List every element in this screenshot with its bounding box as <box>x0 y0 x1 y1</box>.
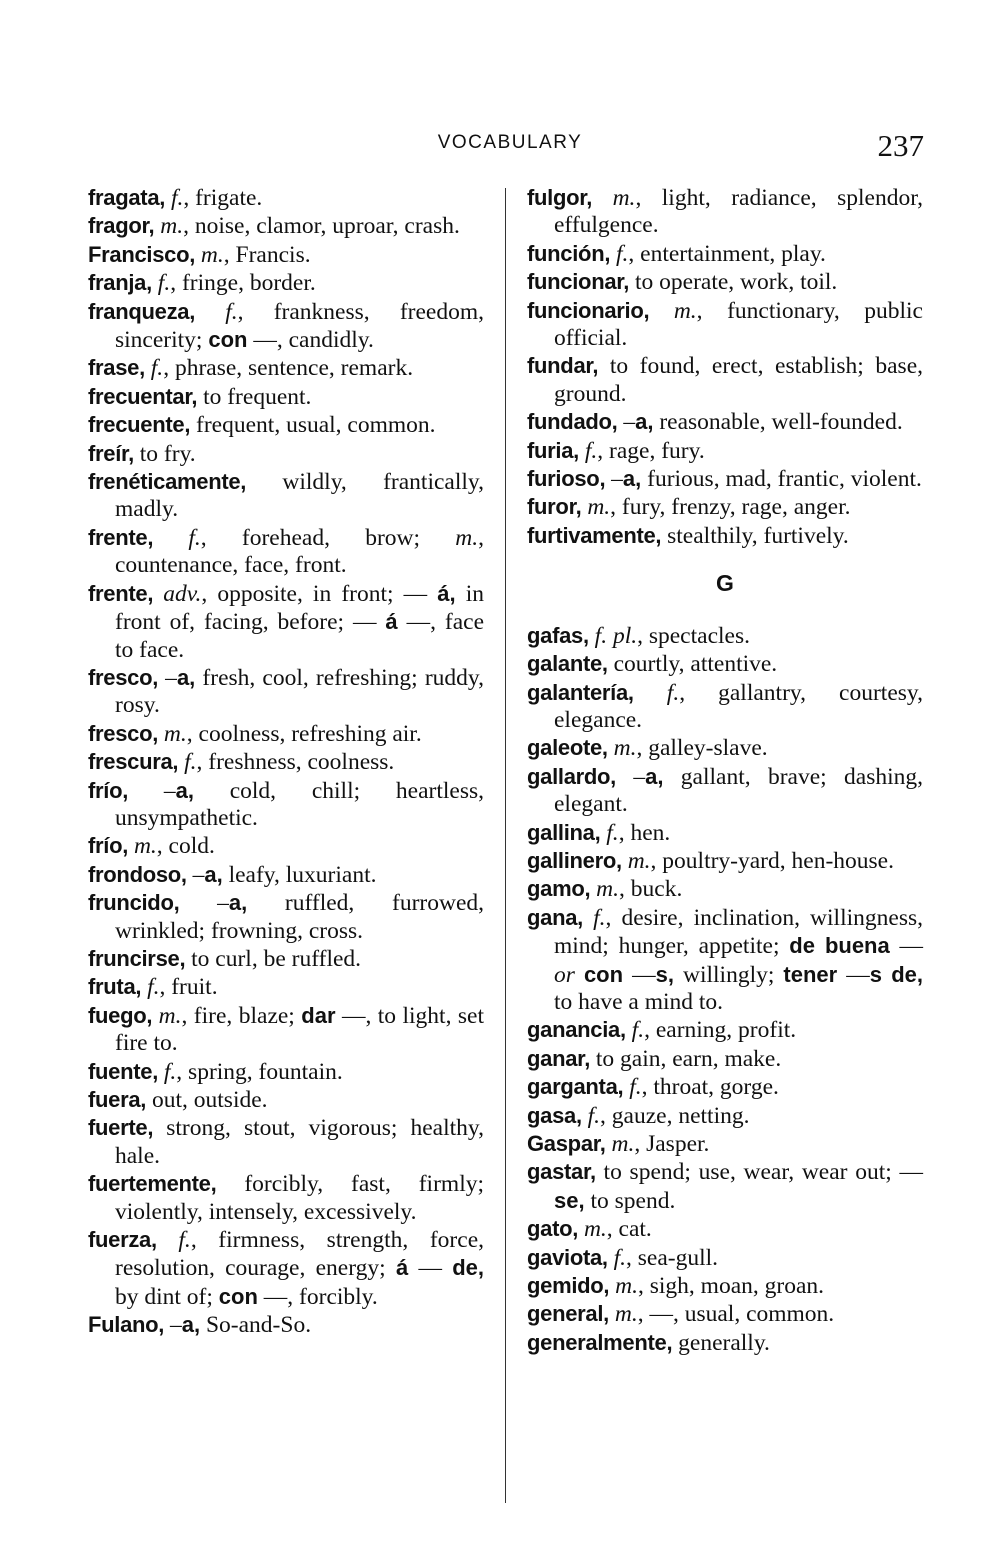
dictionary-entry <box>527 352 923 408</box>
left-column <box>88 184 484 1340</box>
dictionary-entry <box>527 1215 923 1243</box>
entry-definition: to gain, earn, make. <box>590 1045 782 1072</box>
entry-headword: fresco, <box>88 664 159 690</box>
dictionary-entry <box>527 847 923 875</box>
dictionary-entry <box>527 408 923 436</box>
running-head: VOCABULARY <box>437 132 583 153</box>
entry-headword: gastar, <box>527 1159 596 1185</box>
dictionary-entry <box>88 1058 484 1086</box>
entry-definition: , cat. <box>606 1216 652 1243</box>
entry-definition: , buck. <box>619 876 683 903</box>
entry-headword: frase, <box>88 355 145 381</box>
entry-grammar-label: f. <box>582 904 606 931</box>
entry-definition: , freshness, coolness. <box>196 749 395 776</box>
entry-grammar-label: f. pl. <box>588 622 638 649</box>
entry-definition: – <box>617 409 636 436</box>
entry-headword: furor, <box>527 494 582 520</box>
entry-definition: , frigate. <box>183 185 263 211</box>
entry-grammar-label: m. <box>158 720 187 747</box>
dictionary-entry <box>88 383 484 411</box>
entry-headword: fuente, <box>88 1058 159 1084</box>
entry-headword: furia, <box>527 437 579 463</box>
dictionary-entry <box>88 1226 484 1311</box>
dictionary-entry <box>88 212 484 240</box>
dictionary-entry <box>527 1272 923 1300</box>
entry-definition: gallant, brave; dashing, elegant. <box>554 763 923 818</box>
entry-grammar-label: m. <box>649 297 697 324</box>
dictionary-entry <box>527 1158 923 1215</box>
entry-grammar-label: f. <box>156 1227 191 1254</box>
entry-headword: gasa, <box>527 1102 582 1128</box>
entry-definition: , Jasper. <box>634 1131 710 1157</box>
entry-definition: fresh, cool, refreshing; ruddy, rosy. <box>115 664 484 719</box>
right-column <box>527 184 923 1357</box>
dictionary-entry <box>88 1114 484 1170</box>
entry-grammar-label: f. <box>165 185 184 211</box>
entry-definition: to curl, be ruffled. <box>185 945 362 972</box>
entry-headword: fuerte, <box>88 1115 154 1141</box>
dictionary-entry <box>88 269 484 297</box>
dictionary-entry <box>527 297 923 353</box>
entry-bold-phrase: con <box>208 327 248 353</box>
entry-definition: , light, radiance, splendor, effulgence. <box>554 185 923 239</box>
entry-definition: , noise, clamor, uproar, crash. <box>183 213 460 240</box>
entry-grammar-label: m. <box>605 1131 635 1157</box>
entry-headword: gallinero, <box>527 847 622 873</box>
entry-grammar-label: m. <box>592 185 636 211</box>
entry-definition: —, face to face. <box>115 609 485 663</box>
entry-definition: to frequent. <box>197 383 312 410</box>
dictionary-entry <box>88 298 484 355</box>
entry-bold-phrase: á <box>385 609 398 635</box>
entry-definition: – <box>158 664 177 691</box>
entry-definition: – <box>186 861 205 888</box>
dictionary-entry <box>527 1073 923 1101</box>
entry-grammar-label: f. <box>158 1058 177 1085</box>
entry-definition: , desire, inclination, willingness, mind; hunger, appetite; <box>554 904 923 960</box>
entry-definition: – <box>179 890 229 917</box>
dictionary-entry <box>527 1102 923 1130</box>
entry-headword: Fulano, <box>88 1312 165 1338</box>
entry-headword: frío, <box>88 777 129 803</box>
entry-definition: , entertainment, play. <box>628 240 826 267</box>
entry-headword: fundado, <box>527 409 618 435</box>
section-letter-heading: G <box>716 570 734 597</box>
entry-definition: , throat, gorge. <box>641 1074 779 1101</box>
entry-definition: in front of, facing, before; — <box>115 580 485 636</box>
entry-headword: frenéticamente, <box>88 469 247 495</box>
entry-definition: , spectacles. <box>637 622 750 649</box>
right-column-f-entries <box>527 184 923 550</box>
dictionary-entry <box>88 945 484 973</box>
entry-headword: fulgor, <box>527 185 593 210</box>
entry-headword: frío, <box>88 833 129 859</box>
dictionary-entry <box>88 524 484 580</box>
entry-definition: , fire, blaze; <box>181 1002 302 1029</box>
entry-bold-phrase: á, <box>437 580 456 606</box>
entry-grammar-label: f. <box>581 1102 601 1129</box>
entry-definition: —, candidly. <box>247 327 374 354</box>
dictionary-entry <box>527 493 923 521</box>
entry-grammar-label: m. <box>455 524 479 551</box>
entry-definition: cold, chill; heartless, unsympathetic. <box>115 777 484 831</box>
entry-definition: , sigh, moan, groan. <box>637 1273 824 1300</box>
dictionary-entry <box>88 748 484 776</box>
entry-bold-phrase: s, <box>655 961 674 987</box>
entry-definition: , hen. <box>618 819 671 846</box>
entry-definition: —, forcibly. <box>257 1283 378 1310</box>
entry-definition: furious, mad, frantic, violent. <box>641 466 922 493</box>
dictionary-entry <box>527 734 923 762</box>
dictionary-entry <box>527 650 923 678</box>
entry-headword: función, <box>527 240 611 266</box>
entry-definition: , opposite, in front; — <box>201 580 438 607</box>
entry-definition: frequent, usual, common. <box>190 412 436 439</box>
entry-grammar-label: m. <box>578 1216 607 1243</box>
dictionary-entry <box>88 1086 484 1114</box>
entry-definition: , rage, fury. <box>597 437 705 464</box>
entry-bold-phrase: con <box>218 1283 258 1309</box>
entry-headword: fragor, <box>88 213 155 239</box>
entry-grammar-label: m. <box>609 1273 638 1300</box>
dictionary-entry <box>88 241 484 269</box>
entry-definition: , earning, profit. <box>644 1017 797 1044</box>
dictionary-entry <box>527 522 923 550</box>
dictionary-entry <box>88 861 484 889</box>
entry-definition: reasonable, well-founded. <box>653 409 903 436</box>
dictionary-entry <box>527 184 923 240</box>
entry-grammar-label: f. <box>195 298 238 325</box>
entry-definition: to fry. <box>133 440 196 467</box>
entry-definition: leafy, luxuriant. <box>222 861 377 888</box>
entry-definition: , firmness, strength, force, resolution, courage, energy; <box>115 1227 484 1282</box>
entry-headword: frondoso, <box>88 861 187 887</box>
entry-headword: fruncido, <box>88 890 180 916</box>
entry-grammar-label: m. <box>607 735 637 762</box>
entry-grammar-label: or <box>554 961 575 988</box>
entry-headword: fundar, <box>527 353 599 379</box>
dictionary-entry <box>88 580 484 664</box>
dictionary-entry <box>88 832 484 860</box>
entry-grammar-label: m. <box>621 847 651 874</box>
entry-definition: , gauze, netting. <box>600 1102 750 1129</box>
entry-grammar-label: f. <box>607 1244 627 1271</box>
entry-definition: stealthily, furtively. <box>661 522 849 549</box>
column-divider <box>505 188 506 1503</box>
entry-definition: , frankness, freedom, sincerity; <box>115 298 484 354</box>
entry-headword: fuera, <box>88 1087 147 1112</box>
entry-bold-phrase: se, <box>554 1187 585 1213</box>
dictionary-entry <box>527 437 923 465</box>
entry-definition: , fringe, border. <box>170 270 316 297</box>
entry-headword: gana, <box>527 904 583 930</box>
entry-definition: by dint of; <box>115 1283 219 1310</box>
entry-definition: , functionary, public official. <box>554 297 923 352</box>
entry-bold-phrase: a, <box>181 1312 201 1338</box>
entry-bold-phrase: de, <box>452 1255 485 1281</box>
right-column-g-entries <box>527 622 923 1358</box>
dictionary-entry <box>527 1329 923 1357</box>
dictionary-entry <box>527 465 923 493</box>
dictionary-entry <box>88 411 484 439</box>
entry-grammar-label: f. <box>633 679 680 706</box>
entry-grammar-label: m. <box>128 833 157 860</box>
entry-definition: , galley-slave. <box>636 735 768 762</box>
entry-definition: willingly; <box>673 961 784 988</box>
entry-bold-phrase: a, <box>176 664 196 690</box>
entry-headword: frescura, <box>88 749 179 775</box>
dictionary-entry <box>527 1130 923 1158</box>
dictionary-entry <box>88 889 484 945</box>
entry-grammar-label: f. <box>623 1074 642 1101</box>
entry-definition: , phrase, sentence, remark. <box>163 355 414 382</box>
entry-bold-phrase: tener <box>783 961 838 987</box>
dictionary-entry <box>88 354 484 382</box>
dictionary-entry <box>527 679 923 735</box>
entry-headword: general, <box>527 1301 609 1327</box>
entry-headword: garganta, <box>527 1074 624 1100</box>
entry-grammar-label: f. <box>153 524 201 551</box>
entry-definition: courtly, attentive. <box>607 651 778 678</box>
entry-headword: galantería, <box>527 679 634 705</box>
entry-bold-phrase: a, <box>175 777 194 803</box>
dictionary-entry <box>88 1002 484 1058</box>
dictionary-entry <box>527 240 923 268</box>
dictionary-entry <box>88 973 484 1001</box>
entry-headword: ganar, <box>527 1045 591 1071</box>
dictionary-entry <box>527 1016 923 1044</box>
entry-bold-phrase: a, <box>204 861 223 887</box>
entry-definition: , countenance, face, front. <box>115 524 484 579</box>
entry-definition: , cold. <box>156 833 215 860</box>
dictionary-entry <box>527 622 923 650</box>
entry-definition: out, outside. <box>146 1087 268 1113</box>
entry-definition: to spend. <box>584 1187 676 1214</box>
dictionary-entry <box>88 184 484 212</box>
entry-headword: fuerza, <box>88 1227 157 1253</box>
dictionary-entry <box>527 1244 923 1272</box>
dictionary-entry <box>527 819 923 847</box>
entry-grammar-label: m. <box>608 1301 638 1328</box>
entry-grammar-label: adv. <box>153 580 202 607</box>
entry-definition: generally. <box>672 1329 770 1356</box>
entry-headword: gato, <box>527 1216 579 1242</box>
dictionary-entry <box>527 1045 923 1073</box>
entry-headword: funcionario, <box>527 297 650 323</box>
entry-definition: to have a mind to. <box>554 988 724 1015</box>
entry-bold-phrase: a, <box>228 890 248 916</box>
entry-headword: galante, <box>527 651 608 677</box>
entry-grammar-label: m. <box>152 1002 182 1029</box>
entry-headword: fruta, <box>88 974 142 1000</box>
entry-headword: freír, <box>88 440 134 466</box>
dictionary-entry <box>88 664 484 720</box>
entry-grammar-label: f. <box>144 355 164 382</box>
entry-grammar-label: f. <box>600 819 619 846</box>
entry-definition: – <box>616 763 646 790</box>
dictionary-entry <box>527 268 923 296</box>
entry-bold-phrase: con <box>583 961 624 987</box>
entry-headword: fragata, <box>88 185 166 210</box>
entry-definition: — <box>408 1255 453 1282</box>
dictionary-entry <box>527 875 923 903</box>
entry-headword: frente, <box>88 524 154 550</box>
entry-definition: So-and-So. <box>200 1312 312 1339</box>
dictionary-entry <box>527 904 923 1017</box>
entry-definition: — <box>837 961 870 988</box>
entry-headword: gaviota, <box>527 1244 608 1270</box>
entry-definition: forcibly, fast, firmly; violently, intensely, excessively. <box>115 1171 484 1225</box>
entry-grammar-label: f. <box>579 437 598 464</box>
entry-definition: wildly, frantically, madly. <box>115 469 484 523</box>
entry-definition: to spend; use, wear, wear out; — <box>595 1159 923 1186</box>
dictionary-entry <box>88 777 484 833</box>
entry-headword: funcionar, <box>527 269 630 295</box>
entry-definition: , Francis. <box>223 241 311 268</box>
entry-definition: , sea-gull. <box>626 1244 719 1271</box>
entry-headword: fuego, <box>88 1002 153 1028</box>
entry-definition: , forehead, brow; <box>200 524 456 551</box>
entry-headword: generalmente, <box>527 1329 673 1355</box>
entry-definition: – <box>128 777 176 804</box>
entry-grammar-label: f. <box>625 1017 645 1044</box>
dictionary-entry <box>88 1311 484 1339</box>
entry-bold-phrase: a, <box>645 763 664 789</box>
entry-definition: to operate, work, toil. <box>629 269 838 296</box>
entry-bold-phrase: a, <box>635 409 654 435</box>
entry-grammar-label: m. <box>195 241 224 268</box>
entry-headword: gemido, <box>527 1273 610 1299</box>
entry-bold-phrase: á <box>395 1255 409 1281</box>
entry-headword: furioso, <box>527 466 606 492</box>
entry-headword: Gaspar, <box>527 1131 606 1156</box>
entry-bold-phrase: dar <box>301 1002 336 1028</box>
entry-bold-phrase: s de, <box>869 961 924 987</box>
entry-headword: ganancia, <box>527 1017 626 1043</box>
entry-headword: frente, <box>88 580 154 606</box>
dictionary-entry <box>527 1300 923 1328</box>
entry-definition: , spring, fountain. <box>176 1058 343 1085</box>
entry-definition: — <box>889 933 924 960</box>
entry-headword: frecuente, <box>88 412 191 438</box>
dictionary-entry <box>88 1170 484 1226</box>
entry-definition: —, to light, set fire to. <box>115 1002 484 1057</box>
entry-definition: to found, erect, establish; base, ground. <box>554 353 923 407</box>
entry-headword: gallina, <box>527 819 601 845</box>
dictionary-entry <box>88 468 484 524</box>
page-header <box>90 128 930 168</box>
entry-grammar-label: f. <box>151 270 171 297</box>
entry-headword: galeote, <box>527 735 608 761</box>
entry-definition: , —, usual, common. <box>637 1301 835 1328</box>
entry-definition <box>575 962 584 988</box>
entry-definition: , fury, frenzy, rage, anger. <box>610 494 851 521</box>
entry-grammar-label: m. <box>154 213 184 240</box>
entry-definition: , gallantry, courtesy, elegance. <box>554 679 923 733</box>
entry-headword: fresco, <box>88 720 159 746</box>
entry-headword: fuertemente, <box>88 1171 217 1197</box>
entry-definition: strong, stout, vigorous; healthy, hale. <box>115 1115 484 1169</box>
entry-headword: Francisco, <box>88 241 196 267</box>
entry-definition: — <box>623 961 656 988</box>
entry-bold-phrase: a, <box>622 466 642 492</box>
entry-headword: franqueza, <box>88 298 196 324</box>
entry-headword: gafas, <box>527 622 589 648</box>
entry-headword: furtivamente, <box>527 522 662 548</box>
entry-definition: , poultry-yard, hen-house. <box>650 847 894 874</box>
entry-headword: franja, <box>88 270 152 296</box>
entry-headword: frecuentar, <box>88 383 198 409</box>
dictionary-entry <box>88 720 484 748</box>
entry-grammar-label: m. <box>590 876 620 903</box>
entry-definition: – <box>605 466 623 493</box>
entry-grammar-label: f. <box>610 240 629 267</box>
entry-definition: ruffled, furrowed, wrinkled; frowning, cross. <box>115 890 485 944</box>
entry-definition: , coolness, refreshing air. <box>186 720 422 747</box>
entry-bold-phrase: de buena <box>789 933 890 959</box>
entry-headword: gamo, <box>527 876 591 902</box>
entry-grammar-label: f. <box>178 749 197 776</box>
entry-definition: – <box>164 1312 182 1339</box>
entry-definition: , fruit. <box>159 974 218 1001</box>
dictionary-entry <box>527 763 923 819</box>
page-number: 237 <box>877 128 924 163</box>
entry-headword: fruncirse, <box>88 945 186 971</box>
entry-headword: gallardo, <box>527 763 616 789</box>
entry-grammar-label: f. <box>141 974 160 1001</box>
entry-grammar-label: m. <box>581 494 611 521</box>
dictionary-entry <box>88 440 484 468</box>
